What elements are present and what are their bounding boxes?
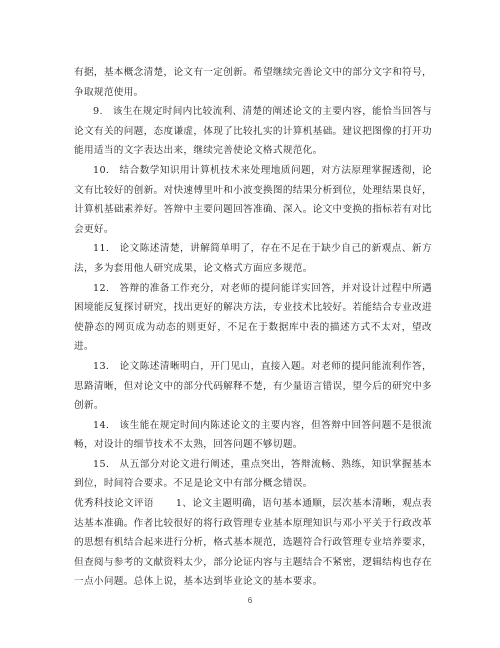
paragraph-item-14: 14. 该生能在规定时间内陈述论文的主要内容，但答辩中回答问题不是很流畅，对设计的细节技术不太熟，回答问题不够切题。 — [74, 419, 432, 451]
paragraph-item-11: 11. 论文陈述清楚，讲解简单明了，存在不足在于缺少自己的新观点、新方法，多为套用他人研究成果，论文格式方面应多规范。 — [74, 243, 432, 274]
evaluation-section — [74, 494, 432, 592]
paragraph-item-13: 13. 论文陈述清晰明白，开门见山，直接入题。对老师的提问能流利作答，思路清晰，但对论文中的部分代码解释不楚，有少量语言错误，望今后的研究中多创新。 — [74, 360, 432, 412]
paragraph-item-9: 9. 该生在规定时间内比较流利、清楚的阐述论文的主要内容，能恰当回答与论文有关的问题，态度谦虚，体现了比较扎实的计算机基础。建议把图像的打开功能用适当的文字表达出来，继续完善使论文格式规范化。 — [74, 106, 432, 157]
evaluation-item-1: 1、论文主题明确，语句基本通顺，层次基本清晰，观点表达基本准确。作者比较很好的将行政管理专业基本原理知识与邓小平关于行政改革的思想有机结合起来进行分析，格式基本规范，选题符合行政管理专业培养要求，但查阅与参考的文献资料太少，部分论证内容与主题结合不紧密，逻辑结构也存在一点小问题。总体上说，基本达到毕业论文的基本要求。 — [74, 498, 432, 588]
page-number: 6 — [247, 596, 253, 605]
section-title: 优秀科技论文评语 — [74, 498, 154, 510]
paragraph-item-12: 12. 答辩的准备工作充分，对老师的提问能详实回答，并对设计过程中所遇困境能反复探讨研究，找出更好的解决方法，专业技术比较好。若能结合专业改进使静态的网页成为动态的则更好，不足在于数据库中表的描述方式不太对，望改进。 — [74, 282, 432, 353]
paragraph-item-10: 10. 结合数学知识用计算机技术来处理地质问题，对方法原理掌握透彻，论文有比较好的创新。对快速傅里叶和小波变换图的结果分析到位，处理结果良好，计算机基础素养好。答辩中主要问题回答准确、深入。论文中变换的指标若有对比会更好。 — [74, 164, 432, 235]
paragraph-item-15: 15. 从五部分对论文进行阐述，重点突出，答辩流畅、熟练，知识掌握基本到位，时间符合要求。不足是论文中有部分概念错误。 — [74, 458, 432, 490]
document-body — [74, 63, 432, 592]
paragraph-continued: 有据，基本概念清楚，论文有一定创新。希望继续完善论文中的部分文字和符号，争取规范使用。 — [74, 67, 432, 98]
